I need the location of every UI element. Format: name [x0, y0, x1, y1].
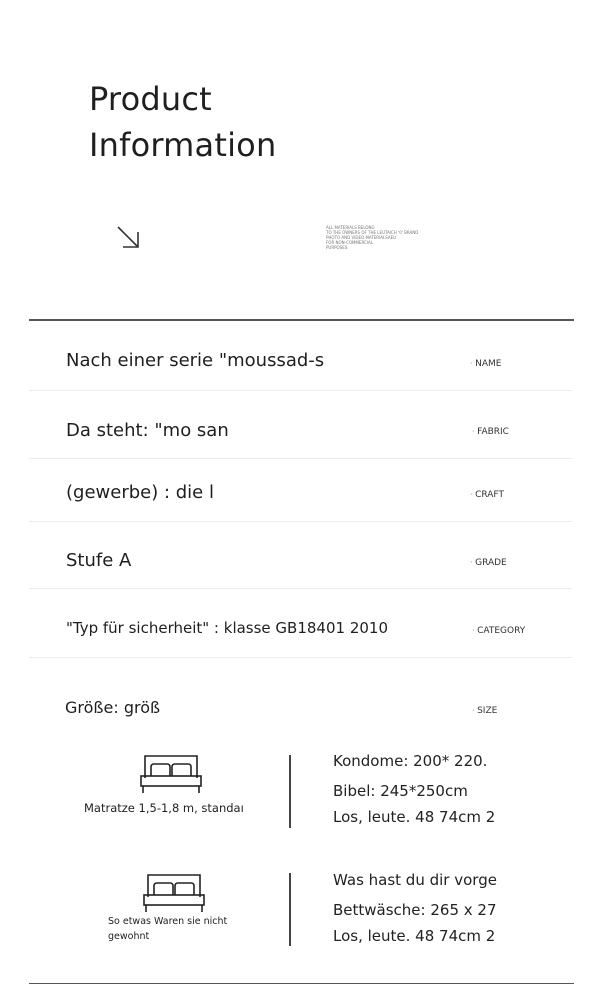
info-row-name	[29, 346, 572, 380]
size-1-line-1: Kondome: 200* 220.	[333, 752, 488, 770]
fineprint-line: ALL MATERIALS BELONG	[326, 225, 375, 230]
size-2-divider	[289, 873, 291, 946]
size-2-line-2: Bettwäsche: 265 x 27	[333, 901, 497, 919]
size-label: · SIZE	[472, 706, 497, 716]
craft-label: · CRAFT	[470, 490, 504, 500]
title-line-2: Information	[89, 126, 277, 164]
page-title	[89, 76, 276, 168]
size-1-line-3: Los, leute. 48 74cm 2	[333, 808, 496, 826]
info-row-craft	[29, 478, 572, 512]
name-value: Nach einer serie "moussad-s	[66, 350, 325, 371]
info-row-grade	[29, 546, 572, 580]
row-divider	[29, 458, 572, 459]
size-2-line-3: Los, leute. 48 74cm 2	[333, 927, 496, 945]
size-1-divider	[289, 755, 291, 828]
fineprint-line: PURPOSES.	[326, 245, 349, 250]
fabric-label: · FABRIC	[472, 427, 509, 437]
info-row-fabric	[29, 414, 572, 448]
name-label: · NAME	[470, 359, 501, 369]
size-1-caption: Matratze 1,5-1,8 m, standaı	[84, 801, 244, 815]
size-value: Größe: größ	[65, 698, 161, 717]
info-row-category	[29, 615, 572, 649]
row-divider	[29, 521, 572, 522]
size-2-line-1: Was hast du dir vorge	[333, 871, 497, 889]
fineprint-line: PHOTO AND VIDEO MATERIALSAEU	[326, 235, 397, 240]
grade-value: Stufe A	[66, 550, 132, 571]
row-divider	[29, 588, 572, 589]
category-label: · CATEGORY	[472, 626, 525, 636]
title-line-1: Product	[89, 80, 212, 118]
bottom-divider	[29, 983, 574, 984]
category-value: "Typ für sicherheit" : klasse GB18401 2010	[66, 619, 389, 637]
fineprint-line: TO THE OWNERS OF THE LEUTAICH '0' BRAND	[326, 230, 419, 235]
info-row-size	[29, 694, 572, 728]
size-1-line-2: Bibel: 245*250cm	[333, 782, 468, 800]
copyright-fineprint	[326, 225, 446, 250]
arrow-down-right-icon	[113, 222, 143, 252]
size-2-caption-line-2: gewohnt	[108, 931, 150, 942]
section-divider	[29, 319, 574, 321]
row-divider	[29, 657, 572, 658]
fineprint-line: FOR NON-COMMERCIAL	[326, 240, 373, 245]
fabric-value: Da steht: "mo san	[66, 420, 229, 441]
double-bed-icon	[139, 750, 203, 796]
size-2-caption-line-1: So etwas Waren sie nicht	[108, 916, 228, 927]
row-divider	[29, 390, 572, 391]
craft-value: (gewerbe) : die l	[66, 482, 214, 503]
double-bed-icon	[142, 869, 206, 915]
grade-label: · GRADE	[470, 558, 507, 568]
